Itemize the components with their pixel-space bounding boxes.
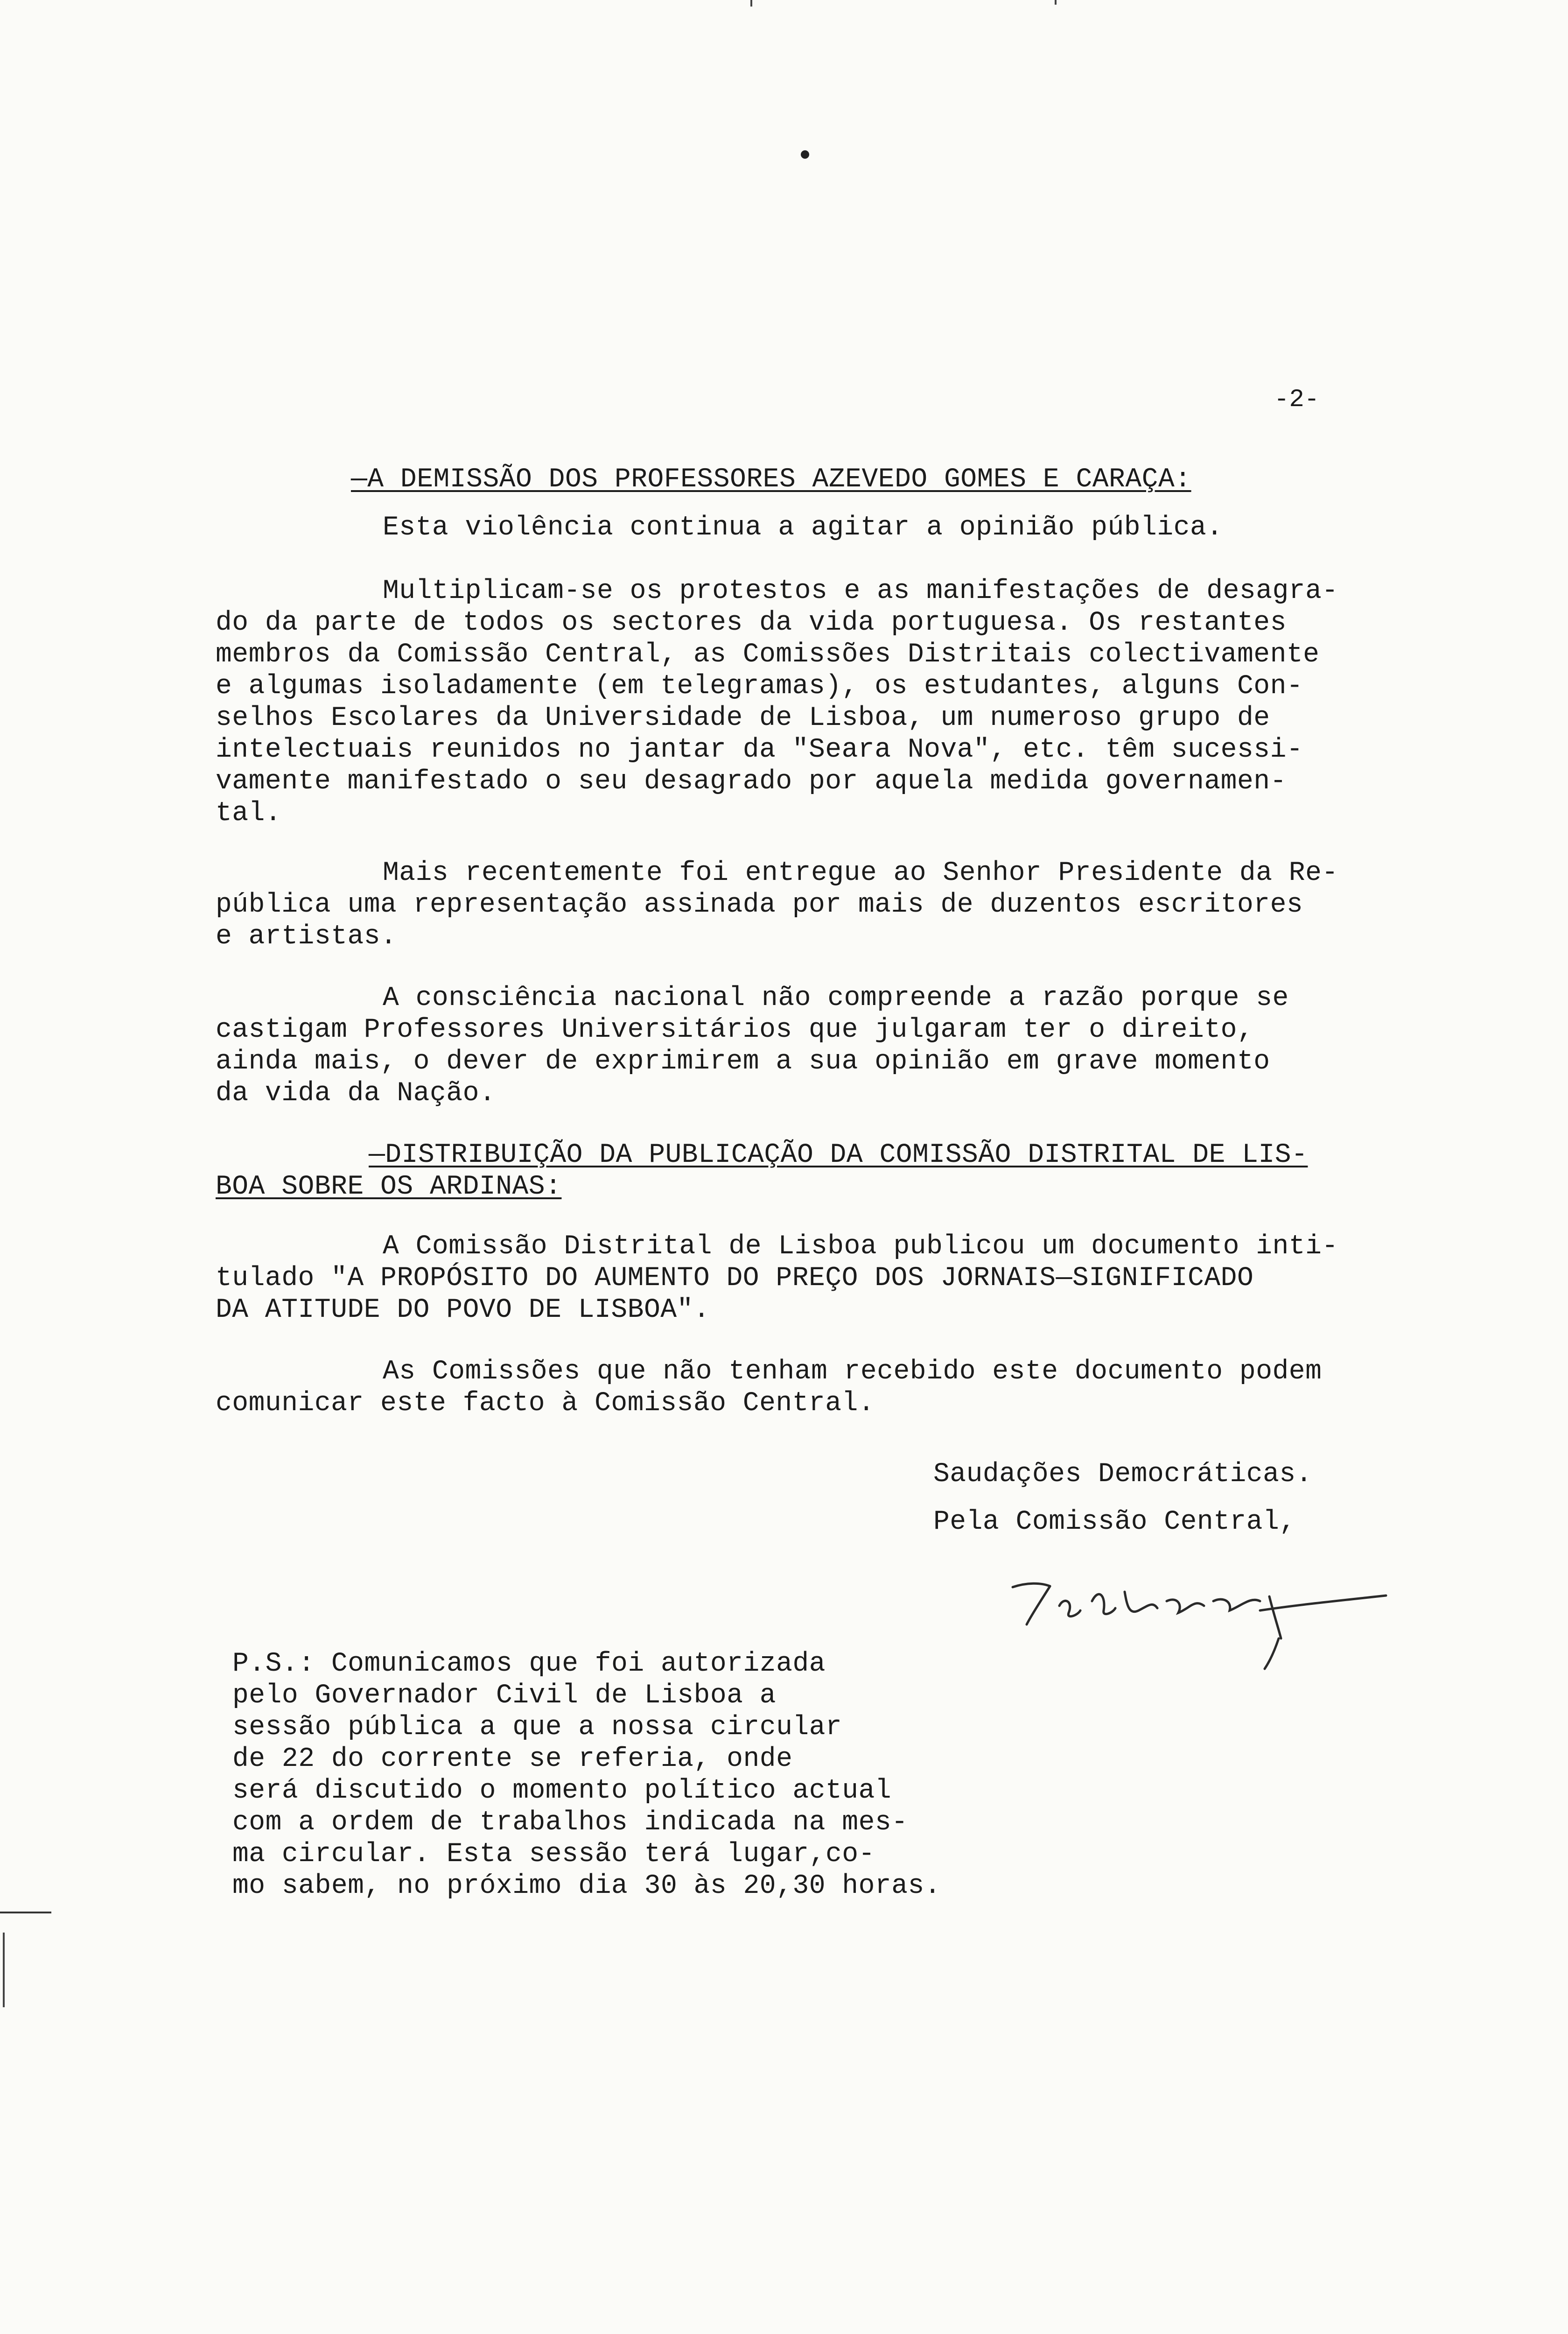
paragraph-line: Mais recentemente foi entregue ao Senhor Presidente da Re- (383, 858, 1338, 888)
paragraph-line: castigam Professores Universitários que julgaram ter o direito, (216, 1015, 1254, 1045)
closing-greeting: Saudações Democráticas. (933, 1459, 1313, 1490)
page-number: -2- (1274, 386, 1320, 414)
postscript-line: P.S.: Comunicamos que foi autorizada (232, 1649, 826, 1679)
postscript-line: pelo Governador Civil de Lisboa a (232, 1680, 777, 1711)
postscript-line: de 22 do corrente se referia, onde (232, 1744, 793, 1774)
paragraph-line: e artistas. (216, 921, 397, 952)
postscript-line: mo sabem, no próximo dia 30 às 20,30 horas. (232, 1871, 941, 1901)
paragraph-line: da vida da Nação. (216, 1078, 496, 1109)
scan-edge-mark (0, 1912, 51, 1913)
paragraph-line: tulado "A PROPÓSITO DO AUMENTO DO PREÇO DOS JORNAIS—SIGNIFICADO (216, 1263, 1254, 1294)
section-intro-line: Esta violência continua a agitar a opinião pública. (383, 513, 1223, 543)
section-heading-distribuicao-cont: BOA SOBRE OS ARDINAS: (216, 1172, 562, 1202)
paragraph-line: tal. (216, 798, 282, 829)
paragraph-line: As Comissões que não tenham recebido este documento podem (383, 1357, 1322, 1387)
paragraph-line: membros da Comissão Central, as Comissões Distritais colectivamente (216, 640, 1320, 670)
scan-mark (750, 0, 752, 7)
paragraph-line: comunicar este facto à Comissão Central. (216, 1388, 875, 1419)
scan-speck (801, 150, 809, 159)
paragraph-line: DA ATITUDE DO POVO DE LISBOA". (216, 1295, 710, 1325)
scan-edge-mark (3, 1933, 5, 2007)
paragraph-line: A consciência nacional não compreende a razão porque se (383, 983, 1289, 1013)
paragraph-line: A Comissão Distrital de Lisboa publicou um documento inti- (383, 1231, 1338, 1262)
paragraph-line: selhos Escolares da Universidade de Lisboa, um numeroso grupo de (216, 703, 1270, 733)
scan-mark (1055, 0, 1057, 5)
postscript-line: será discutido o momento político actual (232, 1776, 892, 1806)
paragraph-line: e algumas isoladamente (em telegramas), os estudantes, alguns Con- (216, 671, 1303, 702)
postscript-line: sessão pública a que a nossa circular (232, 1712, 842, 1743)
paragraph-line: pública uma representação assinada por mais de duzentos escritores (216, 890, 1303, 920)
paragraph-line: Multiplicam-se os protestos e as manifestações de desagra- (383, 576, 1338, 606)
paragraph-line: vamente manifestado o seu desagrado por aquela medida governamen- (216, 766, 1287, 797)
closing-signatory: Pela Comissão Central, (933, 1507, 1296, 1537)
paragraph-line: intelectuais reunidos no jantar da "Seara Nova", etc. têm sucessi- (216, 735, 1303, 765)
section-heading-demissao: —A DEMISSÃO DOS PROFESSORES AZEVEDO GOMES E CARAÇA: (351, 464, 1191, 495)
paragraph-line: do da parte de todos os sectores da vida portuguesa. Os restantes (216, 608, 1287, 638)
postscript-line: ma circular. Esta sessão terá lugar,co- (232, 1839, 875, 1870)
postscript-line: com a ordem de trabalhos indicada na mes- (232, 1807, 908, 1838)
section-heading-distribuicao: —DISTRIBUIÇÃO DA PUBLICAÇÃO DA COMISSÃO DISTRITAL DE LIS- (369, 1140, 1308, 1170)
handwritten-signature (999, 1568, 1400, 1676)
paragraph-line: ainda mais, o dever de exprimirem a sua opinião em grave momento (216, 1047, 1270, 1077)
